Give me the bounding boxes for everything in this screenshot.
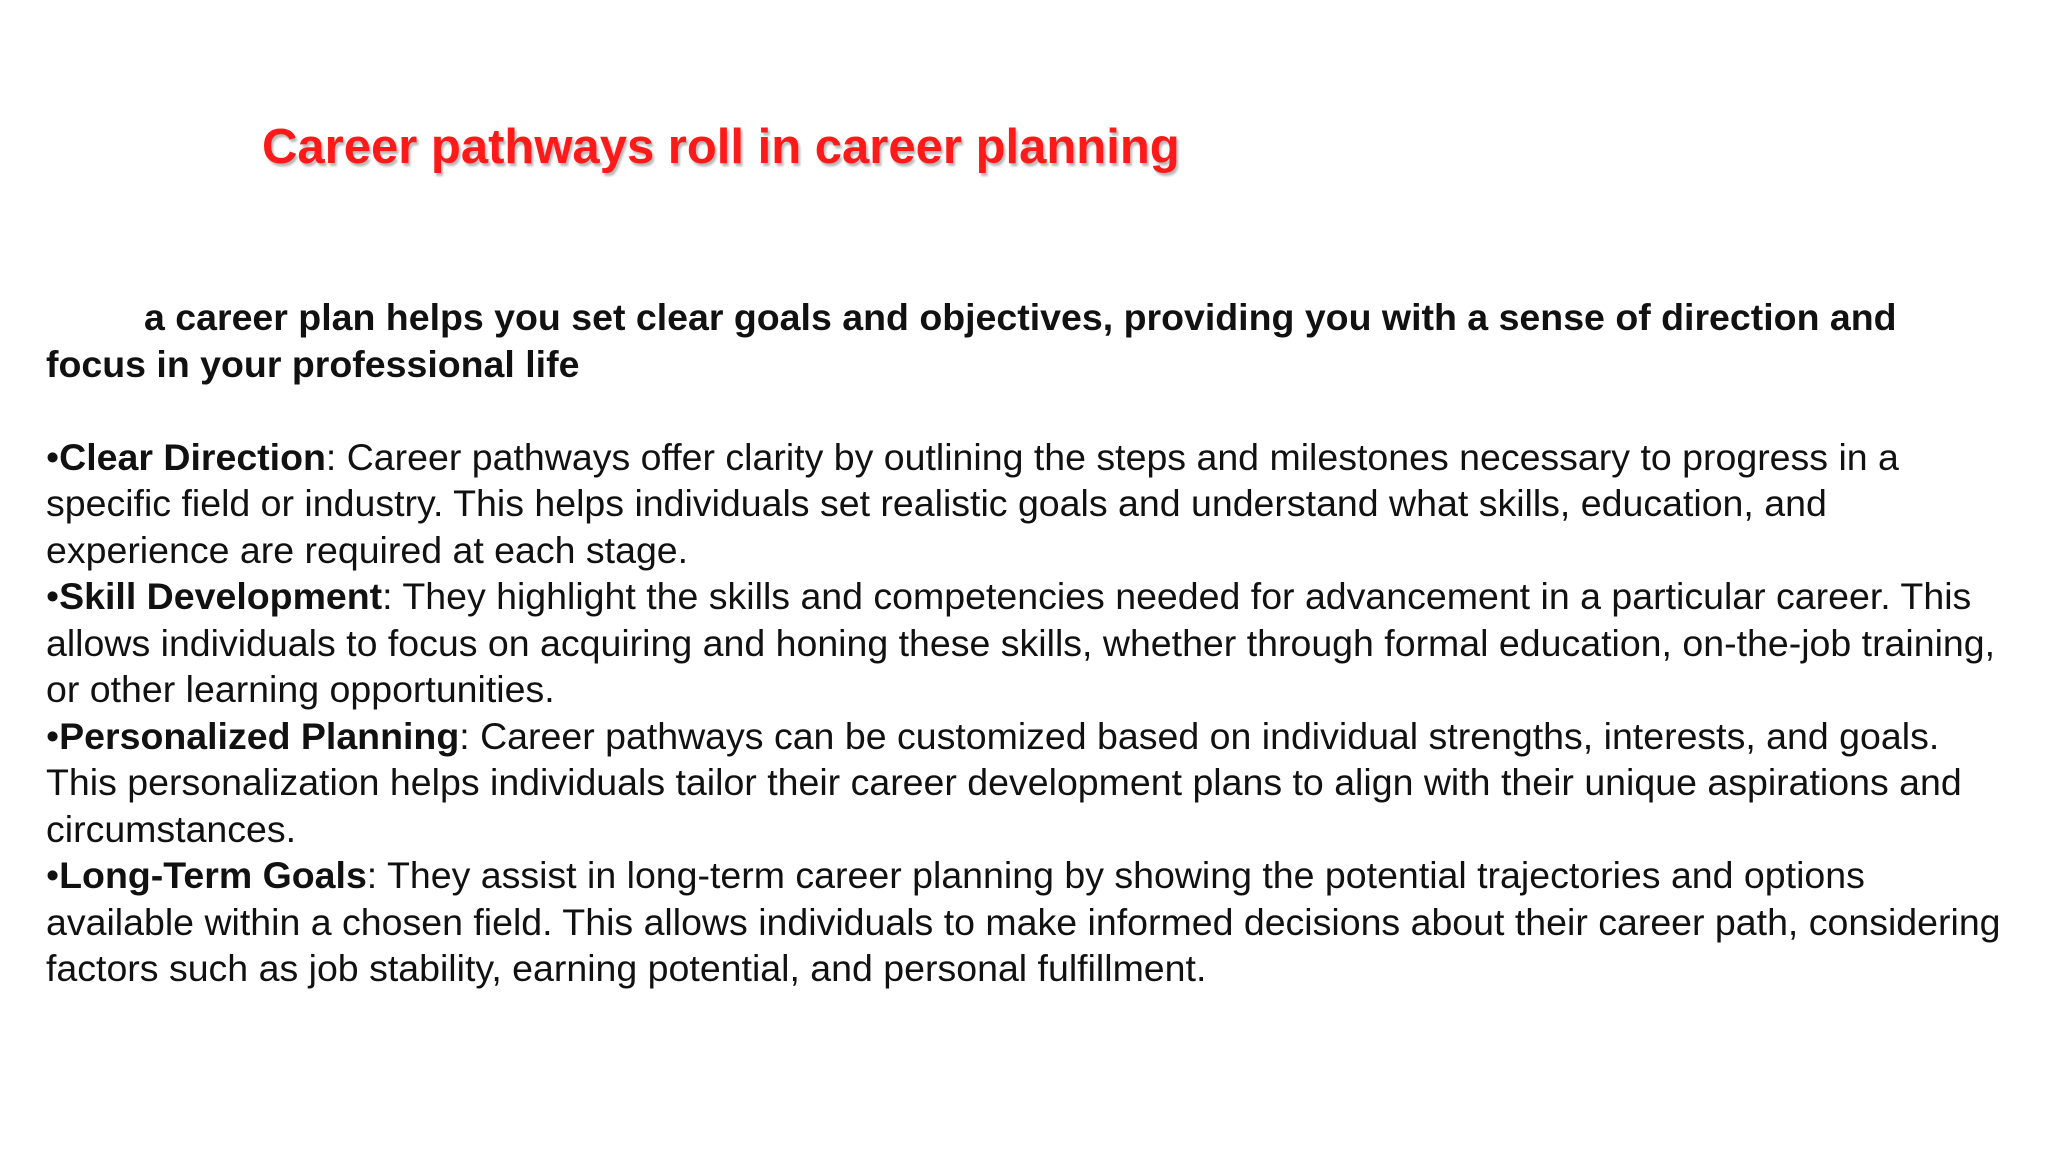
bullet-term: Skill Development: [59, 575, 383, 617]
bullet-text: : Career pathways offer clarity by outlining the steps and milestones necessary to progress in a specific field or industry. This helps individuals set realistic goals and understand what skills, education, and experience are required at each stage.: [46, 435, 1899, 571]
bullet-item-long-term-goals: [46, 852, 2006, 992]
bullet-term: Clear Direction: [59, 435, 326, 478]
bullet-item-clear-direction: [46, 434, 2006, 574]
bullet-icon: •: [46, 714, 60, 757]
paragraph-spacer: [46, 387, 2006, 434]
intro-paragraph: a career plan helps you set clear goals and objectives, providing you with a sense of direction and focus in your professional life: [46, 296, 1897, 385]
bullet-term: Personalized Planning: [59, 714, 460, 757]
bullet-text: : They highlight the skills and competencies needed for advancement in a particular career. This allows individuals to focus on acquiring and honing these skills, whether through formal education, on-the-job training, or other learning opportunities.: [46, 575, 1996, 710]
slide-title: Career pathways roll in career planning: [262, 120, 1180, 174]
bullet-item-personalized-planning: [46, 713, 2006, 853]
bullet-text: : They assist in long-term career planning by showing the potential trajectories and options available within a chosen field. This allows individuals to make informed decisions about their career path, considering factors such as job stability, earning potential, and personal fulfillment.: [46, 854, 2001, 989]
bullet-item-skill-development: [46, 573, 2006, 713]
bullet-icon: •: [46, 854, 60, 896]
bullet-icon: •: [46, 435, 60, 478]
bullet-term: Long-Term Goals: [59, 854, 367, 896]
bullet-text: : Career pathways can be customized based on individual strengths, interests, and goals. This personalization helps individuals tailor their career development plans to align with their unique aspirations and circumstances.: [46, 714, 1962, 850]
bullet-icon: •: [46, 575, 60, 617]
slide-body: [46, 294, 2006, 992]
